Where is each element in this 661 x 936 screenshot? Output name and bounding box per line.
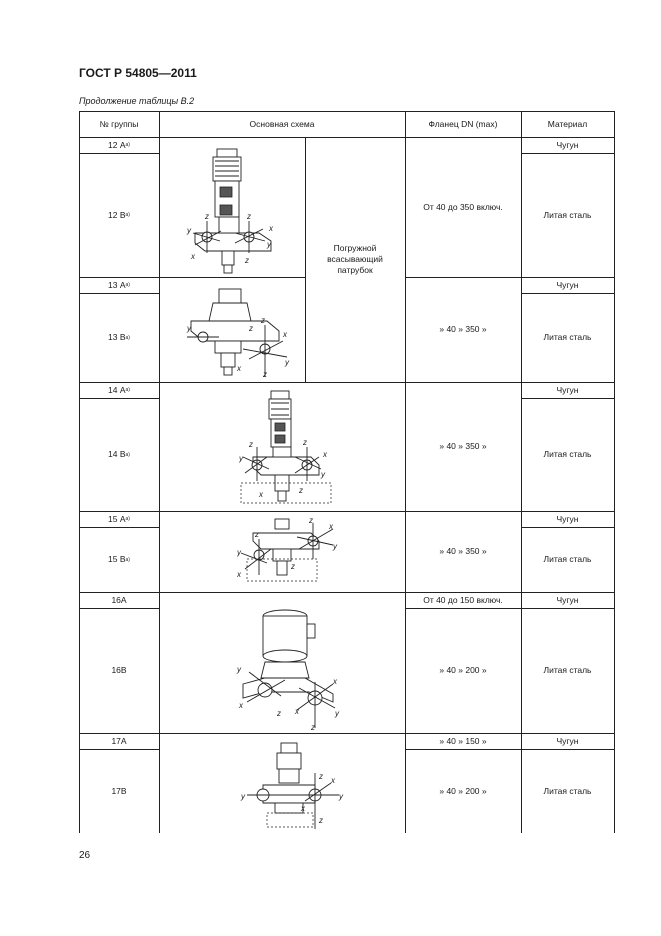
svg-text:x: x <box>237 570 241 579</box>
material-cell-16b: Литая сталь <box>543 665 592 675</box>
column-header-group: № группы <box>99 118 139 129</box>
svg-text:y: y <box>241 792 245 801</box>
scheme-drawing-17 <box>239 737 359 831</box>
material-cell-13a: Чугун <box>556 279 579 290</box>
group-cell-16a: 16А <box>111 594 127 605</box>
group-cell-15b: 15 В а) <box>108 554 130 564</box>
svg-text:x: x <box>191 252 195 261</box>
svg-text:y: y <box>239 454 243 463</box>
scheme-drawing-12 <box>175 141 295 275</box>
svg-text:z: z <box>249 440 253 449</box>
group-cell-17b: 17В <box>111 785 127 796</box>
svg-text:z: z <box>277 709 281 718</box>
table-line <box>159 111 160 833</box>
material-cell-17a: Чугун <box>556 735 579 746</box>
svg-text:x: x <box>283 330 287 339</box>
column-header-scheme: Основная схема <box>249 118 315 129</box>
svg-text:z: z <box>249 324 253 333</box>
flange-cell-12: От 40 до 350 включ. <box>423 201 503 212</box>
flange-cell-15: » 40 » 350 » <box>439 546 487 556</box>
group-cell-13b: 13 В а) <box>108 332 130 342</box>
group-cell-13a: 13 А а) <box>108 279 130 290</box>
group-cell-14b: 14 В а) <box>108 449 130 459</box>
scheme-drawing-16 <box>229 598 349 732</box>
material-cell-14a: Чугун <box>556 384 579 395</box>
svg-text:z: z <box>291 562 295 571</box>
svg-text:y: y <box>285 358 289 367</box>
group-cell-14a: 14 А а) <box>108 384 130 395</box>
group-cell-17a: 17А <box>111 735 127 746</box>
document-title: ГОСТ Р 54805—2011 <box>79 66 197 80</box>
svg-text:z: z <box>319 772 323 781</box>
svg-text:y: y <box>335 709 339 718</box>
page-number: 26 <box>79 850 91 861</box>
svg-text:z: z <box>319 816 323 825</box>
svg-text:z: z <box>303 438 307 447</box>
svg-text:z: z <box>247 212 251 221</box>
svg-text:x: x <box>269 224 273 233</box>
group-cell-16b: 16В <box>111 665 127 675</box>
svg-text:y: y <box>187 226 191 235</box>
svg-text:z: z <box>261 316 265 325</box>
svg-text:y: y <box>237 665 241 674</box>
scheme-drawing-15 <box>237 515 357 589</box>
material-cell-15a: Чугун <box>556 513 579 524</box>
svg-text:z: z <box>255 530 259 539</box>
group-cell-12b: 12 В а) <box>108 209 130 220</box>
group-cell-12a: 12 А а) <box>108 139 130 150</box>
svg-text:x: x <box>239 701 243 710</box>
column-header-material: Материал <box>547 118 588 129</box>
table-line <box>614 111 615 833</box>
pump-groups-table <box>79 111 614 833</box>
svg-text:y: y <box>333 542 337 551</box>
svg-text:y: y <box>321 470 325 479</box>
material-cell-14b: Литая сталь <box>543 449 592 459</box>
column-header-flange: Фланец DN (max) <box>428 118 498 129</box>
flange-cell-14: » 40 » 350 » <box>439 441 487 451</box>
svg-text:x: x <box>333 677 337 686</box>
group-cell-15a: 15 А а) <box>108 513 130 524</box>
flange-cell-17a: » 40 » 150 » <box>439 735 487 746</box>
svg-text:z: z <box>311 723 315 732</box>
material-cell-12a: Чугун <box>556 139 579 150</box>
material-cell-13b: Литая сталь <box>543 332 592 342</box>
svg-text:y: y <box>237 548 241 557</box>
svg-text:z: z <box>309 516 313 525</box>
flange-cell-13: » 40 » 350 » <box>439 324 487 334</box>
flange-cell-16b: » 40 » 200 » <box>439 665 487 675</box>
svg-text:z: z <box>245 256 249 265</box>
svg-text:x: x <box>295 707 299 716</box>
material-cell-12b: Литая сталь <box>543 209 592 220</box>
table-caption: Продолжение таблицы В.2 <box>79 96 195 106</box>
svg-text:x: x <box>301 804 305 813</box>
side-note-submerged-suction: Погружной всасывающий патрубок <box>327 243 383 275</box>
material-cell-15b: Литая сталь <box>543 554 592 564</box>
svg-text:x: x <box>329 522 333 531</box>
svg-text:x: x <box>323 450 327 459</box>
svg-text:x: x <box>259 490 263 499</box>
svg-text:z: z <box>263 370 267 379</box>
material-cell-16a: Чугун <box>556 594 579 605</box>
svg-text:z: z <box>299 486 303 495</box>
svg-text:y: y <box>267 240 271 249</box>
flange-cell-17b: » 40 » 200 » <box>439 785 487 796</box>
material-cell-17b: Литая сталь <box>543 785 592 796</box>
svg-text:x: x <box>237 364 241 373</box>
flange-cell-16a: От 40 до 150 включ. <box>423 594 503 605</box>
scheme-drawing-13 <box>179 285 303 379</box>
svg-text:z: z <box>205 212 209 221</box>
svg-text:y: y <box>187 324 191 333</box>
scheme-drawing-14 <box>239 387 349 509</box>
svg-text:y: y <box>339 792 343 801</box>
svg-text:x: x <box>331 776 335 785</box>
